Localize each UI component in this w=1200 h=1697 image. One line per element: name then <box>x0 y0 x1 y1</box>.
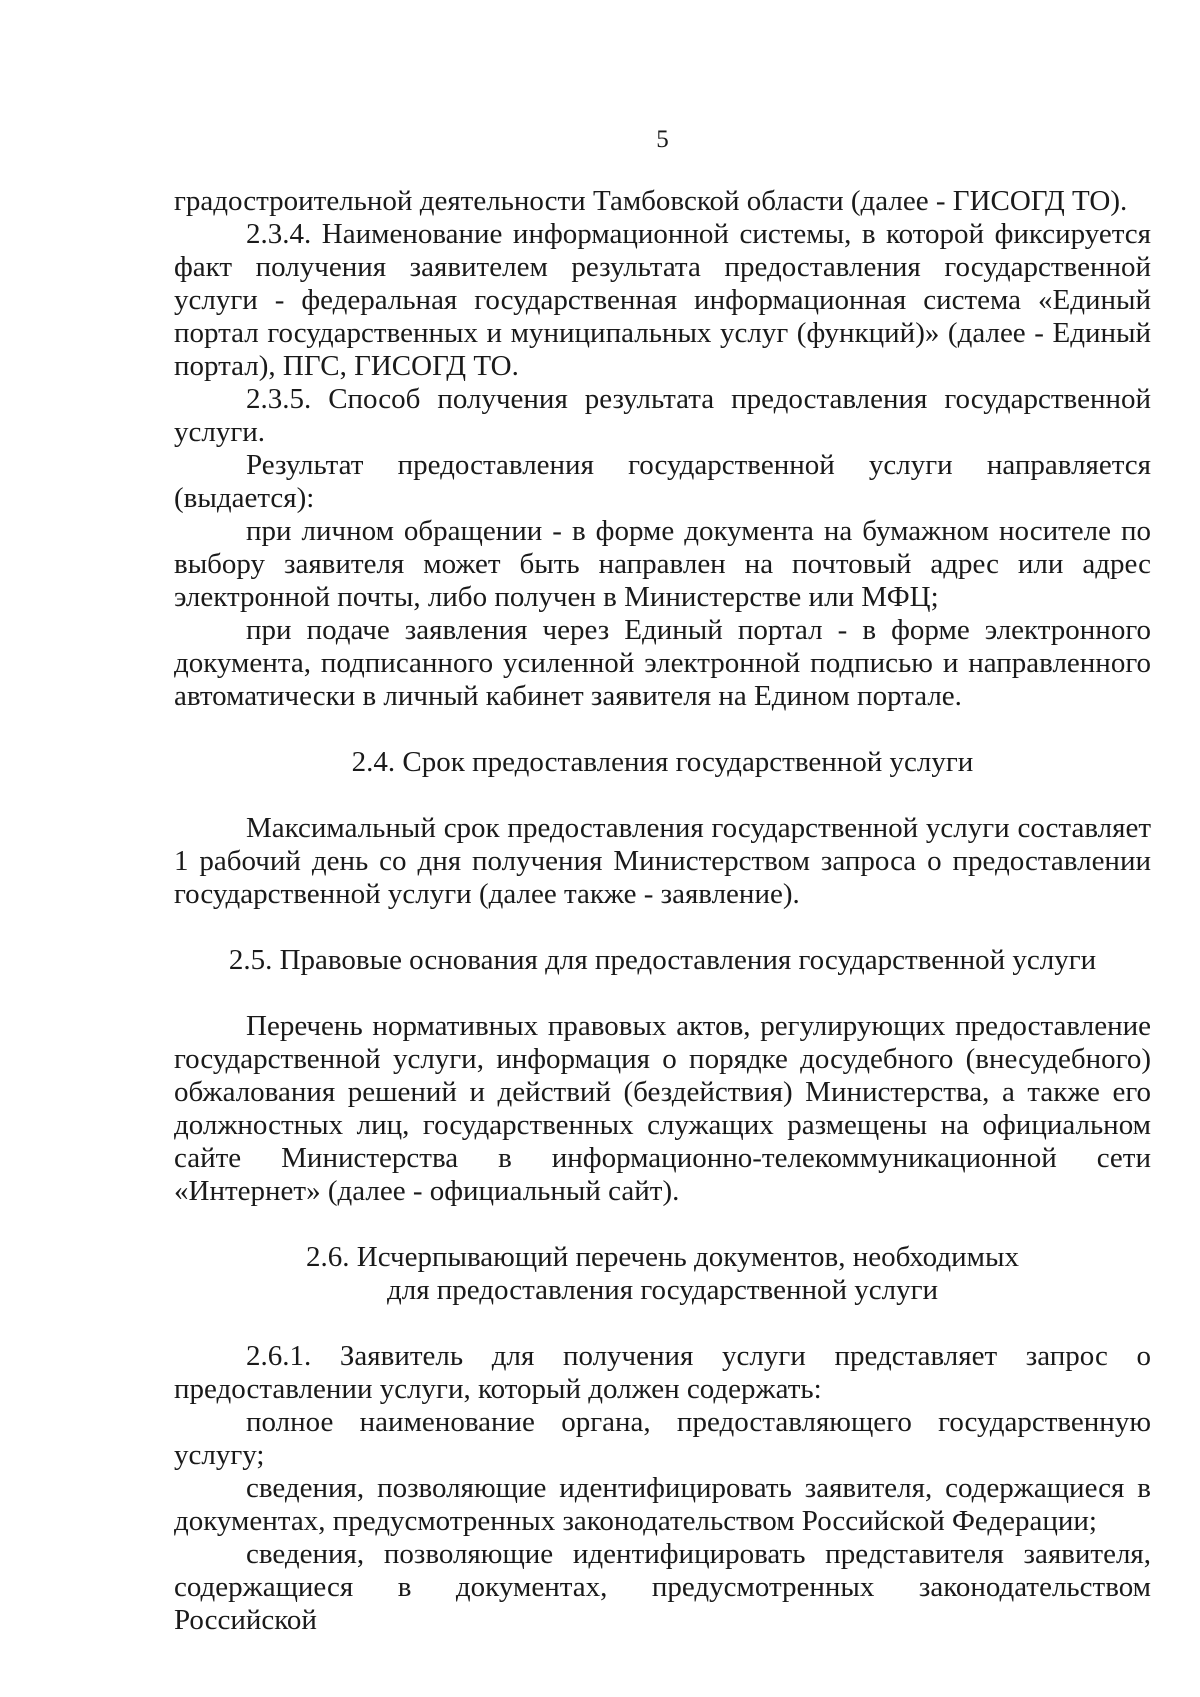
heading-2-5: 2.5. Правовые основания для предоставления государственной услуги <box>228 944 1097 976</box>
paragraph-2-3-4: 2.3.4. Наименование информационной системы, в которой фиксируется факт получения заявителем результата предоставления государственной услуги - федеральная государственная информационная система «Единый портал государственных и муниципальных услуг (функций)» (далее - Единый портал), ПГС, ГИСОГД ТО. <box>174 218 1151 382</box>
paragraph-2-4-text: Максимальный срок предоставления государственной услуги составляет 1 рабочий день со дня получения Министерством запроса о предоставлении государственной услуги (далее также - заявление). <box>174 812 1151 910</box>
paragraph-result-sent: Результат предоставления государственной услуги направляется (выдается): <box>174 449 1151 514</box>
paragraph-2-5-text: Перечень нормативных правовых актов, регулирующих предоставление государственной услуги, информация о порядке досудебного (внесудебного) обжалования решений и действий (бездействия) Министерства, а также его должностных лиц, государственных служащих размещены на официальном сайте Министерства в информационно-телекоммуникационной сети «Интернет» (далее - официальный сайт). <box>174 1010 1151 1207</box>
document-page <box>174 125 1151 1637</box>
paragraph-identify-applicant: сведения, позволяющие идентифицировать заявителя, содержащиеся в документах, предусмотренных законодательством Российской Федерации; <box>174 1472 1151 1537</box>
paragraph-personal-visit: при личном обращении - в форме документа на бумажном носителе по выбору заявителя может быть направлен на почтовый адрес или адрес электронной почты, либо получен в Министерстве или МФЦ; <box>174 515 1151 613</box>
heading-2-6 <box>174 1241 1151 1307</box>
paragraph-portal-submission: при подаче заявления через Единый портал - в форме электронного документа, подписанного усиленной электронной подписью и направленного автоматически в личный кабинет заявителя на Едином портале. <box>174 614 1151 712</box>
heading-2-6-line2: для предоставления государственной услуги <box>386 1274 939 1306</box>
heading-2-6-line1: 2.6. Исчерпывающий перечень документов, необходимых <box>306 1241 1019 1273</box>
paragraph-full-name-organ: полное наименование органа, предоставляющего государственную услугу; <box>174 1406 1151 1471</box>
paragraph-2-6-1: 2.6.1. Заявитель для получения услуги представляет запрос о предоставлении услуги, который должен содержать: <box>174 1340 1151 1405</box>
paragraph-continuation: градостроительной деятельности Тамбовской области (далее - ГИСОГД ТО). <box>174 185 1128 217</box>
heading-2-4: 2.4. Срок предоставления государственной услуги <box>351 746 974 778</box>
paragraph-2-3-5: 2.3.5. Способ получения результата предоставления государственной услуги. <box>174 383 1151 448</box>
paragraph-identify-representative: сведения, позволяющие идентифицировать представителя заявителя, содержащиеся в документах, предусмотренных законодательством Российской <box>174 1538 1151 1636</box>
page-number: 5 <box>656 126 669 153</box>
